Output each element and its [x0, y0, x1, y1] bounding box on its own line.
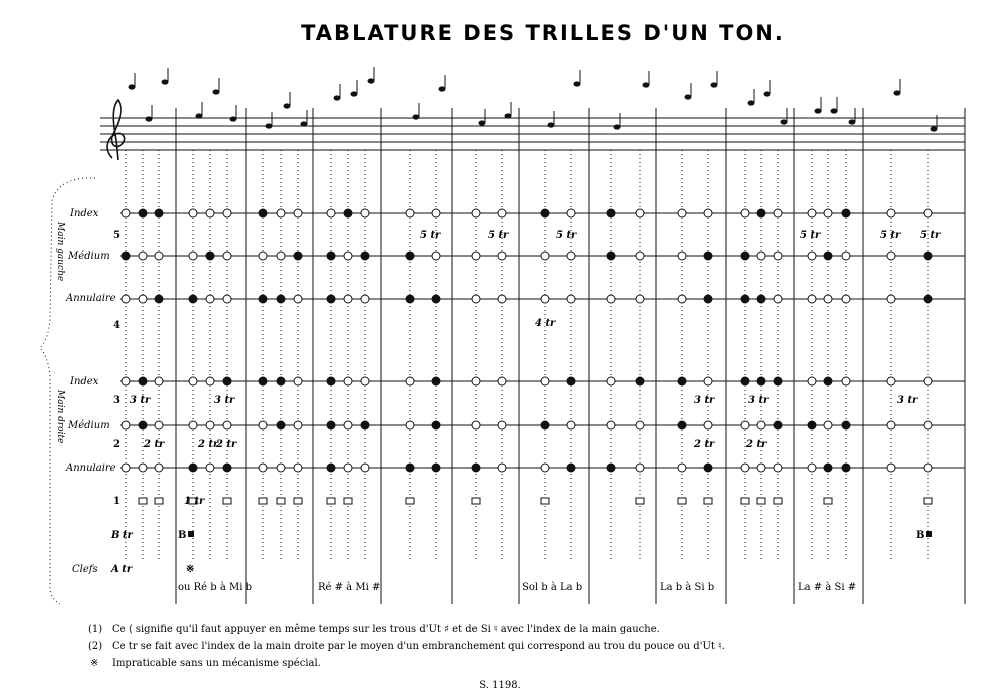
inline-2tr-a: 2 tr [144, 439, 165, 450]
hole-closed-dot [704, 252, 712, 260]
hole-closed-dot [259, 209, 267, 217]
hole-open-dot [498, 377, 506, 385]
inline-3tr-c: 3 tr [694, 395, 715, 406]
key-square [678, 498, 686, 504]
note-head [146, 116, 153, 121]
hole-open-dot [472, 421, 480, 429]
hole-open-dot [361, 377, 369, 385]
note-head [213, 89, 220, 94]
hole-open-dot [774, 464, 782, 472]
hole-closed-dot [567, 377, 575, 385]
inline-2tr-b: 2 tr [198, 439, 219, 450]
hole-open-dot [277, 209, 285, 217]
hole-open-dot [294, 464, 302, 472]
hole-open-dot [607, 421, 615, 429]
hole-open-dot [757, 421, 765, 429]
hole-open-dot [277, 252, 285, 260]
hole-open-dot [472, 252, 480, 260]
note-head [368, 78, 375, 83]
hole-closed-dot [344, 209, 352, 217]
key-square [139, 498, 147, 504]
hole-closed-dot [361, 421, 369, 429]
note-head [351, 91, 358, 96]
hole-open-dot [206, 464, 214, 472]
hole-open-dot [472, 295, 480, 303]
hole-open-dot [189, 377, 197, 385]
hole-open-dot [498, 295, 506, 303]
hole-closed-dot [277, 295, 285, 303]
hole-open-dot [607, 377, 615, 385]
note-head [748, 100, 755, 105]
hole-closed-dot [924, 295, 932, 303]
hole-open-dot [808, 252, 816, 260]
row-number-left-5: 5 [113, 230, 120, 241]
hole-open-dot [361, 295, 369, 303]
hole-closed-dot [206, 252, 214, 260]
inline-5tr-d: 5 tr [800, 230, 821, 241]
hole-closed-dot [824, 464, 832, 472]
hole-open-dot [704, 209, 712, 217]
hole-closed-dot [406, 464, 414, 472]
hole-open-dot [223, 421, 231, 429]
footnote-1-text: Ce ⟨ signifie qu'il faut appuyer en même temps sur les trous d'Ut ♯ et de Si ♮ avec l'index de la main gauche. [112, 624, 660, 635]
brace-dotted [40, 178, 95, 604]
hole-open-dot [824, 209, 832, 217]
note-head [548, 122, 555, 127]
key-b-black-right: B [916, 530, 925, 541]
hole-closed-dot [361, 252, 369, 260]
hole-closed-dot [432, 421, 440, 429]
hole-closed-dot [189, 464, 197, 472]
hole-closed-dot [774, 421, 782, 429]
key-square [277, 498, 285, 504]
hole-closed-dot [607, 464, 615, 472]
fingering-columns [122, 67, 938, 560]
group-caption-1: ou Ré b à Mi b [178, 582, 253, 593]
hole-closed-dot [155, 295, 163, 303]
hole-open-dot [842, 252, 850, 260]
hole-open-dot [774, 295, 782, 303]
row-number-right-2: 2 [113, 439, 120, 450]
hole-closed-dot [223, 377, 231, 385]
row-label-left-annulaire: Annulaire [66, 293, 116, 304]
hole-closed-dot [541, 209, 549, 217]
inline-5tr-b: 5 tr [488, 230, 509, 241]
hole-open-dot [924, 421, 932, 429]
hole-open-dot [223, 252, 231, 260]
hole-closed-dot [139, 377, 147, 385]
row-number-right-3: 3 [113, 395, 120, 406]
hole-open-dot [924, 377, 932, 385]
row-label-right-index: Index [70, 376, 99, 387]
hole-closed-dot [774, 377, 782, 385]
hole-open-dot [344, 252, 352, 260]
hole-open-dot [498, 421, 506, 429]
inline-3tr-e: 3 tr [897, 395, 918, 406]
hole-open-dot [678, 252, 686, 260]
note-head [781, 119, 788, 124]
hole-open-dot [498, 252, 506, 260]
note-head [643, 82, 650, 87]
hole-open-dot [887, 464, 895, 472]
hole-open-dot [139, 295, 147, 303]
tablature-grid [120, 108, 965, 604]
keys-label: Clefs [72, 564, 98, 575]
key-square [757, 498, 765, 504]
hole-open-dot [472, 377, 480, 385]
key-square [541, 498, 549, 504]
hole-open-dot [678, 295, 686, 303]
hole-open-dot [294, 209, 302, 217]
inline-2tr-e: 2 tr [746, 439, 767, 450]
hole-closed-dot [741, 377, 749, 385]
key-square [155, 498, 163, 504]
key-square [774, 498, 782, 504]
hole-open-dot [406, 421, 414, 429]
hole-open-dot [842, 377, 850, 385]
hole-open-dot [636, 209, 644, 217]
inline-4tr: 4 tr [535, 318, 556, 329]
hole-open-dot [432, 252, 440, 260]
hole-open-dot [294, 295, 302, 303]
hole-open-dot [189, 209, 197, 217]
hole-closed-dot [122, 252, 130, 260]
key-square [327, 498, 335, 504]
right-hand-label: Main droite [55, 390, 65, 444]
hole-open-dot [206, 377, 214, 385]
note-head [831, 108, 838, 113]
hole-open-dot [774, 209, 782, 217]
hole-open-dot [361, 464, 369, 472]
hole-closed-dot [842, 421, 850, 429]
hole-open-dot [155, 252, 163, 260]
hole-closed-dot [259, 295, 267, 303]
hole-open-dot [741, 421, 749, 429]
group-caption-4: La b à Si b [660, 582, 715, 593]
hole-open-dot [277, 464, 285, 472]
hole-open-dot [498, 209, 506, 217]
hole-open-dot [122, 421, 130, 429]
hole-open-dot [189, 252, 197, 260]
inline-5tr-c: 5 tr [556, 230, 577, 241]
inline-5tr-a: 5 tr [420, 230, 441, 241]
inline-3tr-d: 3 tr [748, 395, 769, 406]
row-label-left-medium: Médium [68, 251, 110, 262]
note-head [614, 124, 621, 129]
note-head [931, 126, 938, 131]
hole-open-dot [259, 464, 267, 472]
hole-open-dot [139, 464, 147, 472]
hole-open-dot [223, 295, 231, 303]
footnote-1-marker: (1) [88, 624, 103, 635]
hole-open-dot [824, 421, 832, 429]
key-square [704, 498, 712, 504]
hole-open-dot [887, 421, 895, 429]
hole-closed-dot [541, 421, 549, 429]
hole-open-dot [406, 377, 414, 385]
hole-closed-dot [824, 377, 832, 385]
treble-clef-icon [107, 100, 125, 160]
hole-closed-dot [824, 252, 832, 260]
hole-open-dot [636, 464, 644, 472]
hole-closed-dot [327, 377, 335, 385]
key-square [636, 498, 644, 504]
key-square [472, 498, 480, 504]
group-caption-3: Sol b à La b [522, 582, 583, 593]
note-head [129, 84, 136, 89]
hole-open-dot [741, 209, 749, 217]
hole-open-dot [824, 295, 832, 303]
hole-closed-dot [155, 209, 163, 217]
hole-open-dot [541, 252, 549, 260]
hole-closed-dot [406, 252, 414, 260]
hole-closed-dot [678, 421, 686, 429]
hole-open-dot [636, 295, 644, 303]
hole-open-dot [472, 209, 480, 217]
hole-closed-dot [259, 377, 267, 385]
hole-open-dot [774, 252, 782, 260]
hole-open-dot [541, 377, 549, 385]
hole-open-dot [294, 377, 302, 385]
inline-2tr-d: 2 tr [694, 439, 715, 450]
hole-open-dot [808, 295, 816, 303]
note-head [764, 91, 771, 96]
note-head [574, 81, 581, 86]
note-head [711, 82, 718, 87]
hole-closed-dot [432, 295, 440, 303]
hole-open-dot [155, 421, 163, 429]
hole-open-dot [678, 464, 686, 472]
hole-open-dot [808, 464, 816, 472]
hole-closed-dot [757, 377, 765, 385]
hole-closed-dot [808, 421, 816, 429]
key-b-tr: B tr [111, 530, 133, 541]
hole-open-dot [361, 209, 369, 217]
left-hand-label: Main gauche [55, 222, 65, 282]
hole-open-dot [541, 464, 549, 472]
hole-open-dot [155, 464, 163, 472]
hole-closed-dot [189, 295, 197, 303]
hole-open-dot [406, 209, 414, 217]
row-label-right-medium: Médium [68, 420, 110, 431]
hole-closed-dot [327, 421, 335, 429]
hole-open-dot [259, 421, 267, 429]
hole-open-dot [887, 209, 895, 217]
key-square [259, 498, 267, 504]
hole-open-dot [294, 421, 302, 429]
row-number-right-1: 1 [113, 496, 120, 507]
hole-open-dot [344, 464, 352, 472]
hole-open-dot [636, 252, 644, 260]
hole-closed-dot [757, 295, 765, 303]
hole-closed-dot [327, 295, 335, 303]
hole-open-dot [541, 295, 549, 303]
hole-open-dot [206, 209, 214, 217]
key-square [344, 498, 352, 504]
hole-closed-dot [432, 377, 440, 385]
group-caption-2: Ré # à Mi # [318, 582, 381, 593]
hole-closed-dot [741, 252, 749, 260]
note-head [849, 119, 856, 124]
note-head [894, 90, 901, 95]
hole-closed-dot [277, 421, 285, 429]
hole-open-dot [344, 421, 352, 429]
footnote-3-marker: ※ [90, 658, 99, 669]
hole-open-dot [887, 377, 895, 385]
footnote-3-text: Impraticable sans un mécanisme spécial. [112, 658, 321, 669]
key-square [824, 498, 832, 504]
hole-open-dot [327, 209, 335, 217]
hole-closed-dot [327, 252, 335, 260]
hole-open-dot [887, 252, 895, 260]
inline-2tr-c: 2 tr [216, 439, 237, 450]
impracticable-mark: ※ [186, 564, 195, 575]
hole-open-dot [498, 464, 506, 472]
hole-open-dot [567, 295, 575, 303]
hole-open-dot [678, 209, 686, 217]
hole-closed-dot [704, 295, 712, 303]
key-square [924, 498, 932, 504]
hole-open-dot [607, 295, 615, 303]
hole-closed-dot [327, 464, 335, 472]
hole-closed-dot [567, 464, 575, 472]
key-square [406, 498, 414, 504]
hole-open-dot [924, 209, 932, 217]
hole-closed-dot [842, 209, 850, 217]
hole-open-dot [259, 252, 267, 260]
row-label-right-annulaire: Annulaire [66, 463, 116, 474]
hole-open-dot [842, 295, 850, 303]
key-square [223, 498, 231, 504]
hole-open-dot [189, 421, 197, 429]
key-b-black: B [178, 530, 187, 541]
note-head [162, 79, 169, 84]
hole-open-dot [704, 421, 712, 429]
hole-open-dot [223, 209, 231, 217]
key-square [294, 498, 302, 504]
note-head [505, 113, 512, 118]
inline-1tr: 1 tr [184, 496, 205, 507]
footnote-2-marker: (2) [88, 641, 103, 652]
hole-open-dot [757, 464, 765, 472]
hole-open-dot [636, 421, 644, 429]
hole-open-dot [206, 421, 214, 429]
hole-open-dot [808, 209, 816, 217]
note-head [479, 120, 486, 125]
hole-open-dot [344, 377, 352, 385]
note-head [284, 103, 291, 108]
hole-open-dot [122, 377, 130, 385]
hole-open-dot [567, 421, 575, 429]
hole-closed-dot [704, 464, 712, 472]
note-head [196, 113, 203, 118]
hole-closed-dot [223, 464, 231, 472]
key-square [741, 498, 749, 504]
hole-open-dot [567, 209, 575, 217]
hole-open-dot [808, 377, 816, 385]
hole-closed-dot [607, 209, 615, 217]
hole-open-dot [704, 377, 712, 385]
hole-open-dot [432, 209, 440, 217]
hole-open-dot [139, 252, 147, 260]
hole-closed-dot [139, 209, 147, 217]
note-head [815, 108, 822, 113]
hole-open-dot [206, 295, 214, 303]
hole-open-dot [567, 252, 575, 260]
hole-open-dot [887, 295, 895, 303]
hole-open-dot [122, 209, 130, 217]
hole-open-dot [741, 464, 749, 472]
hole-open-dot [757, 252, 765, 260]
note-head [685, 94, 692, 99]
group-caption-5: La # à Si # [798, 582, 857, 593]
hole-closed-dot [757, 209, 765, 217]
hole-open-dot [155, 377, 163, 385]
page-title: TABLATURE DES TRILLES D'UN TON. [301, 21, 785, 45]
row-label-left-index: Index [70, 208, 99, 219]
hole-closed-dot [924, 252, 932, 260]
footnote-2-text: Ce tr se fait avec l'index de la main droite par le moyen d'un embranchement qui correspond au trou du pouce ou d'Ut ♮. [112, 641, 725, 652]
note-head [413, 114, 420, 119]
note-head [230, 116, 237, 121]
hole-closed-dot [607, 252, 615, 260]
hole-closed-dot [277, 377, 285, 385]
hole-closed-dot [294, 252, 302, 260]
hole-open-dot [122, 295, 130, 303]
hole-closed-dot [636, 377, 644, 385]
hole-closed-dot [139, 421, 147, 429]
hole-closed-dot [406, 295, 414, 303]
note-head [439, 86, 446, 91]
hole-closed-dot [678, 377, 686, 385]
music-staff [100, 118, 965, 150]
key-b-square-right [926, 531, 932, 537]
note-head [334, 95, 341, 100]
hole-open-dot [924, 464, 932, 472]
inline-5tr-e: 5 tr [880, 230, 901, 241]
inline-3tr-a: 3 tr [130, 395, 151, 406]
hole-closed-dot [842, 464, 850, 472]
hole-closed-dot [741, 295, 749, 303]
hole-closed-dot [472, 464, 480, 472]
note-head [301, 121, 308, 126]
hole-closed-dot [432, 464, 440, 472]
inline-3tr-b: 3 tr [214, 395, 235, 406]
key-b-square [188, 531, 194, 537]
hole-open-dot [122, 464, 130, 472]
key-a-tr: A tr [111, 564, 133, 575]
note-head [266, 123, 273, 128]
plate-number: S. 1198. [479, 680, 521, 691]
row-number-left-4: 4 [113, 320, 120, 331]
inline-5tr-f: 5 tr [920, 230, 941, 241]
hole-open-dot [344, 295, 352, 303]
